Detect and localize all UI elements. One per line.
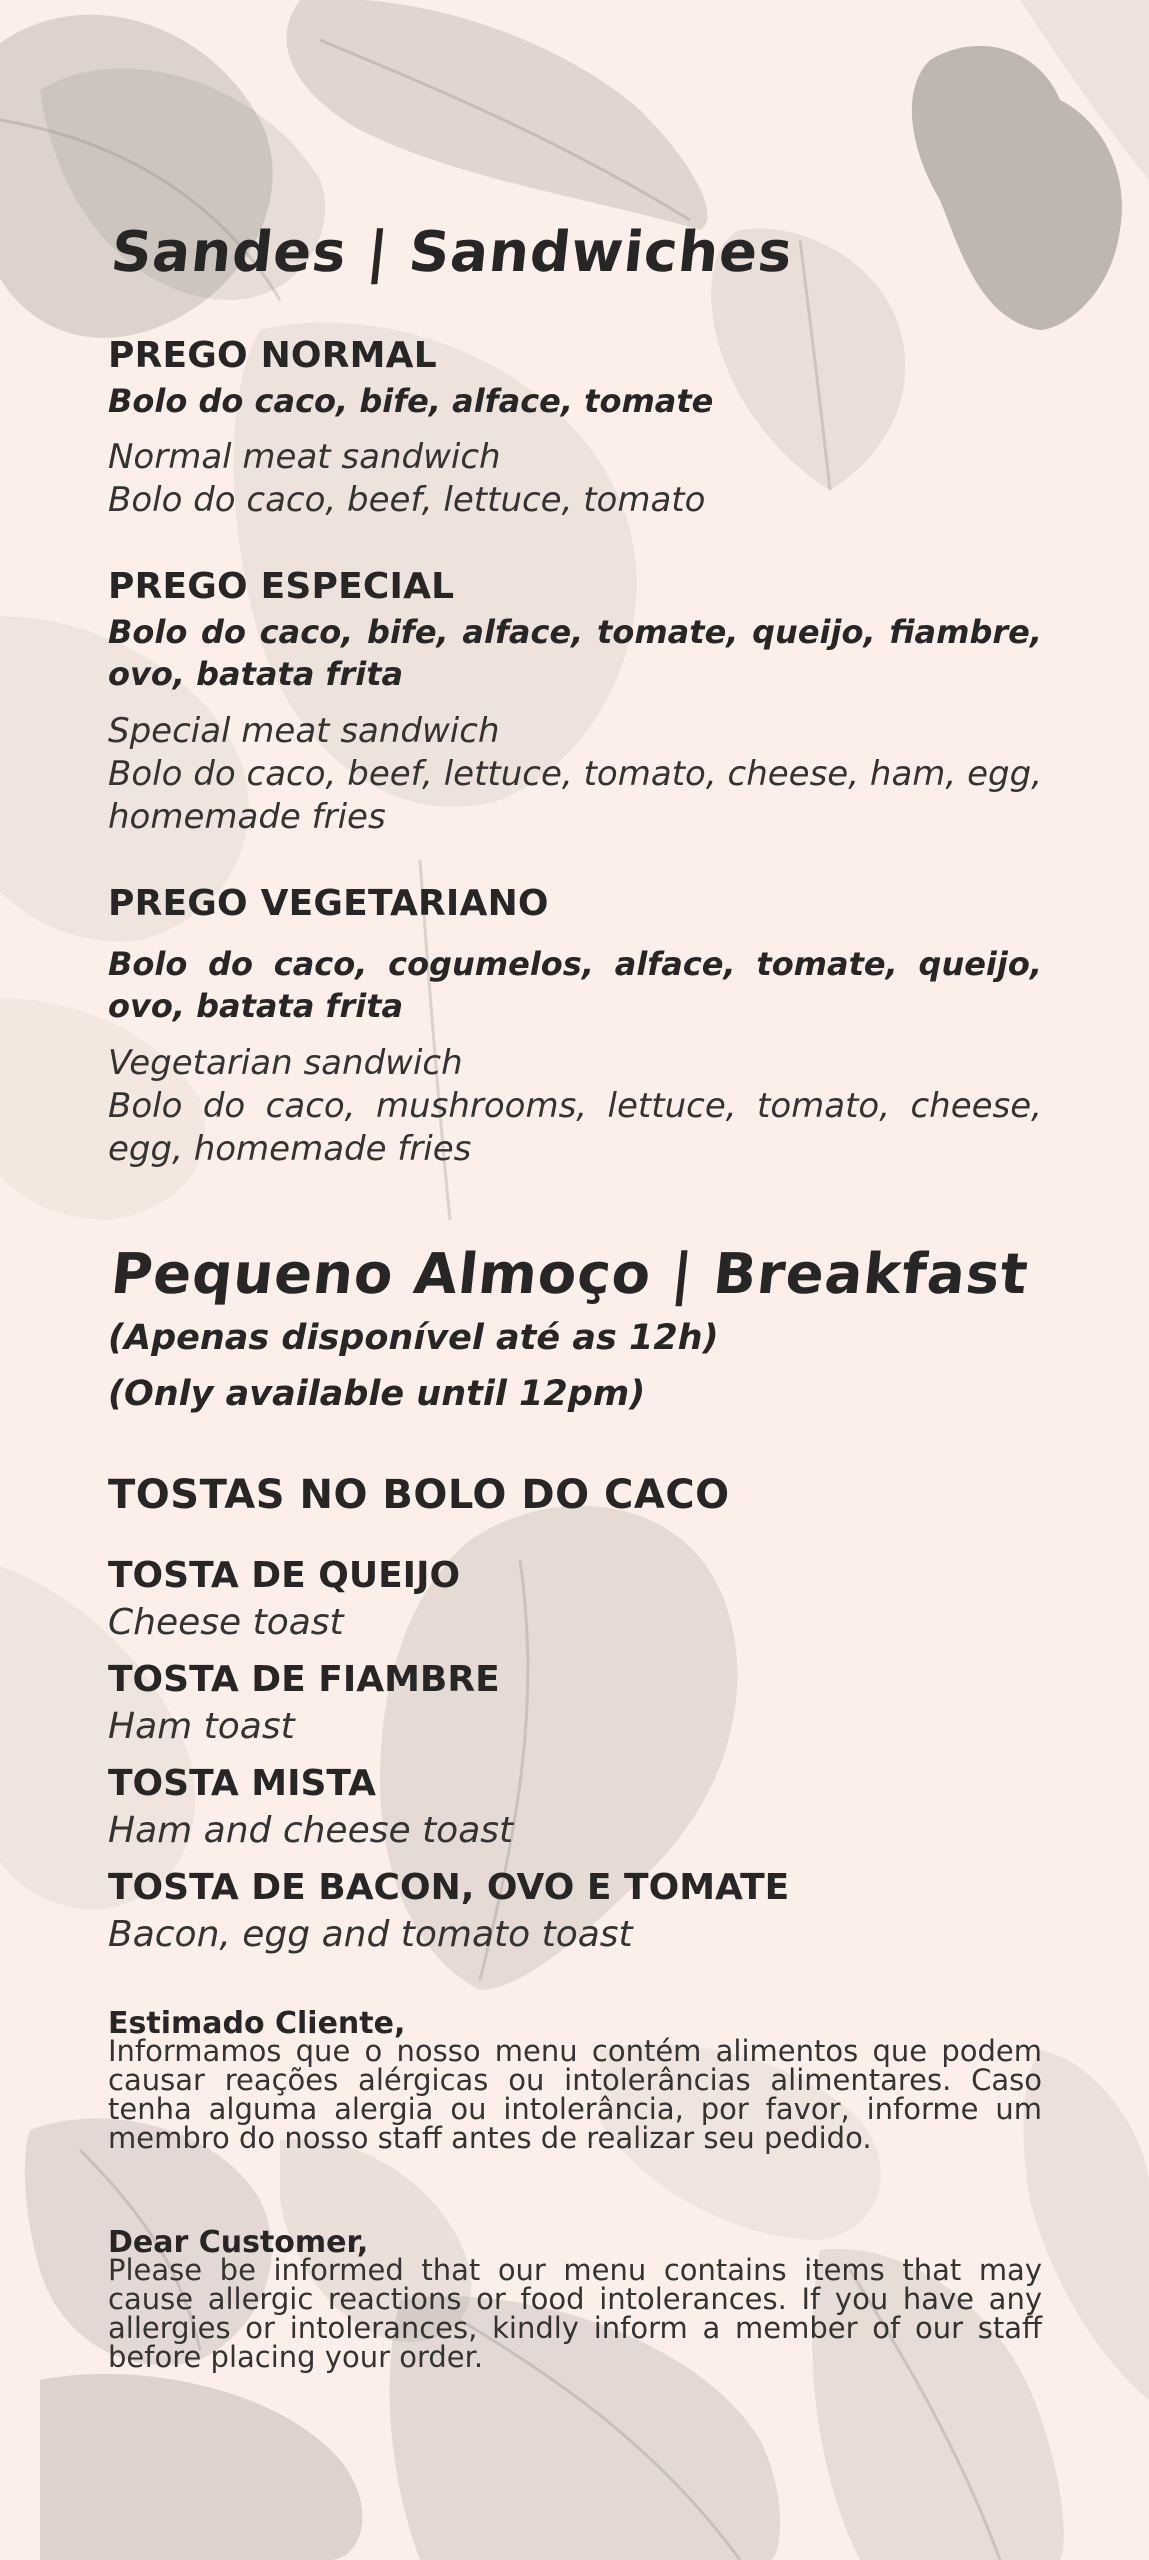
menu-item-name: TOSTA DE FIAMBRE: [108, 1659, 500, 1700]
menu-item-title-en: Normal meat sandwich: [108, 437, 501, 477]
menu-item-title-en: Vegetarian sandwich: [108, 1043, 463, 1083]
menu-item-description-pt: Bolo do caco, cogumelos, alface, tomate, queijo, ovo, batata frita: [108, 945, 1042, 1025]
toasts-subheading: TOSTAS NO BOLO DO CACO: [108, 1472, 730, 1518]
menu-item-name: PREGO VEGETARIANO: [108, 883, 549, 924]
menu-item-description-pt: Bolo do caco, bife, alface, tomate: [108, 382, 714, 420]
availability-note-en: (Only available until 12pm): [108, 1374, 646, 1414]
menu-item-name: TOSTA MISTA: [108, 1763, 377, 1804]
menu-item-name: TOSTA DE QUEIJO: [108, 1555, 461, 1596]
menu-item-description-en: Cheese toast: [108, 1602, 344, 1643]
menu-item-description-en: Ham toast: [108, 1706, 295, 1747]
menu-item-description-en: Bolo do caco, beef, lettuce, tomato: [108, 480, 706, 520]
menu-item-name: PREGO ESPECIAL: [108, 566, 455, 607]
menu-item-description-en: Bacon, egg and tomato toast: [108, 1914, 633, 1955]
notice-text-en: Please be informed that our menu contains items that may cause allergic reactions or food intolerances. If you have any allergies or intolerances, kindly inform a member of our staff before placing your order.: [108, 2253, 1042, 2374]
availability-note-pt: (Apenas disponível até as 12h): [108, 1318, 719, 1358]
menu-item-description-pt: Bolo do caco, bife, alface, tomate, queijo, fiambre, ovo, batata frita: [108, 613, 1042, 693]
menu-item-name: TOSTA DE BACON, OVO E TOMATE: [108, 1867, 790, 1908]
sandwiches-section-title: Sandes | Sandwiches: [108, 220, 797, 285]
notice-text-pt: Informamos que o nosso menu contém alimentos que podem causar reações alérgicas ou intolerâncias alimentares. Caso tenha alguma alergia ou intolerância, por favor, informe um membro do nosso staff antes de realizar seu pedido.: [108, 2034, 1042, 2155]
menu-item-title-en: Special meat sandwich: [108, 711, 500, 751]
menu-item-description-en: Bolo do caco, mushrooms, lettuce, tomato, cheese, egg, homemade fries: [108, 1086, 1042, 1169]
menu-item-name: PREGO NORMAL: [108, 335, 437, 376]
notice-heading-en: Dear Customer,: [108, 2225, 369, 2260]
notice-heading-pt: Estimado Cliente,: [108, 2006, 406, 2041]
menu-item-description-en: Bolo do caco, beef, lettuce, tomato, cheese, ham, egg, homemade fries: [108, 754, 1042, 837]
breakfast-section-title: Pequeno Almoço | Breakfast: [108, 1242, 1032, 1307]
menu-item-description-en: Ham and cheese toast: [108, 1810, 514, 1851]
